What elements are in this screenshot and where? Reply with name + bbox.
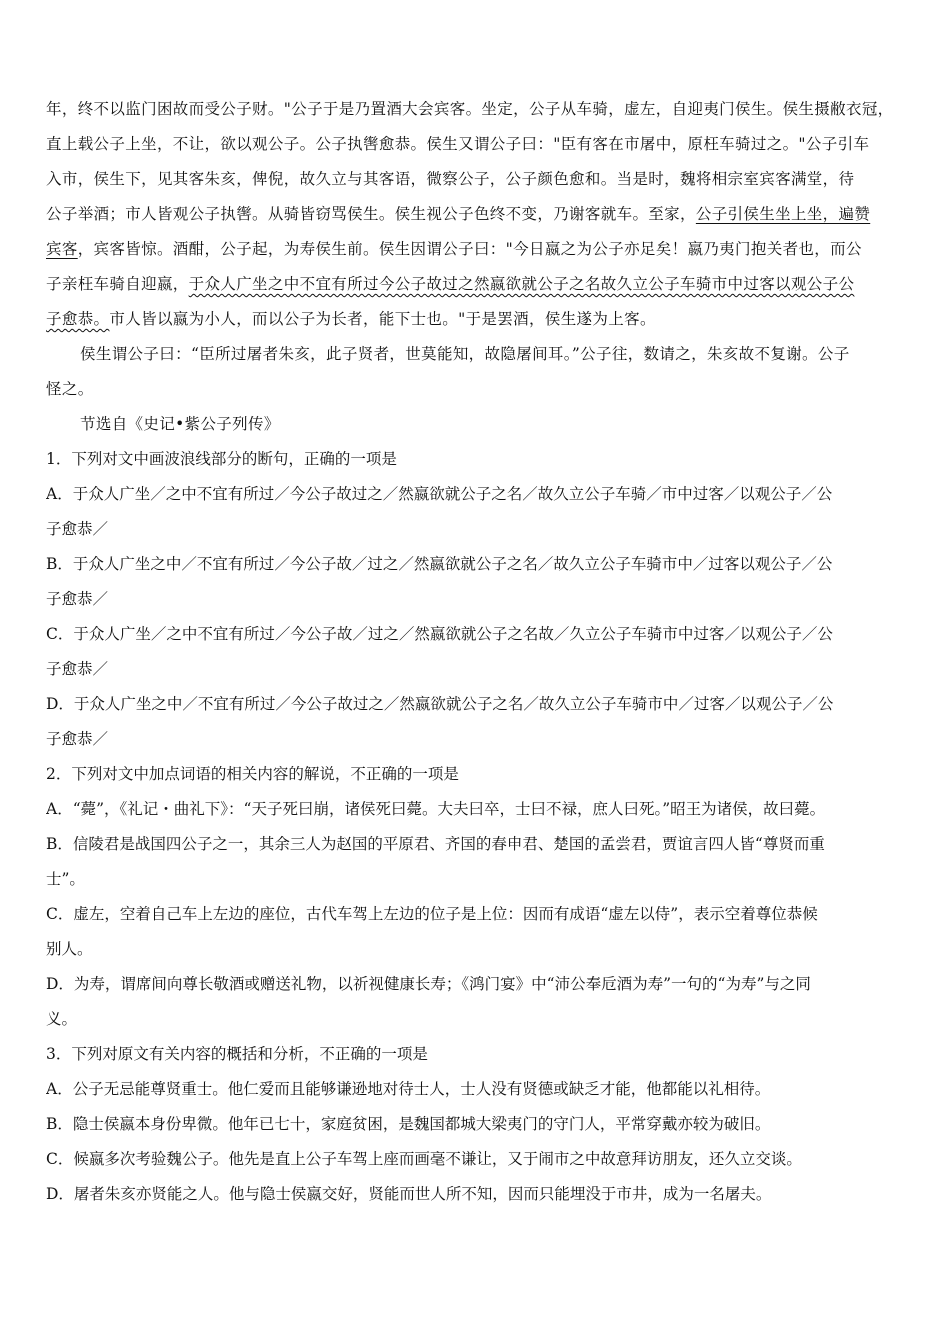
underlined-sentence: 公子引侯生坐上坐，遍赞 [695,205,871,223]
option-c-continued: 子愈恭／ [46,660,109,678]
question-1 [46,442,910,757]
option-b-continued: 子愈恭／ [46,590,109,608]
option-a: A．“薨”，《礼记・曲礼下》：“天子死曰崩，诸侯死曰薨。大夫曰卒，士曰不禄，庶人曰死。”昭王为诸侯，故曰薨。 [46,800,826,818]
underlined-sentence: 宾客 [46,240,78,258]
passage-text: ，宾客皆惊。酒酣，公子起，为寿侯生前。侯生因谓公子曰："今日嬴之为公子亦足矣！嬴乃夷门抱关者也，而公 [77,240,862,258]
passage-line: 年，终不以监门困故而受公子财。"公子于是乃置酒大会宾客。坐定，公子从车骑，虚左，自迎夷门侯生。侯生摄敝衣冠， [46,100,894,118]
option-c: C．虚左，空着自己车上左边的座位，古代车驾上左边的位子是上位：因而有成语“虚左以侍”，表示空着尊位恭候 [46,905,818,923]
question-2 [46,757,910,1037]
passage-line [46,232,910,267]
passage-line [46,302,910,337]
passage-text: 公子举酒；市人皆观公子执辔。从骑皆窃骂侯生。侯生视公子色终不变，乃谢客就车。至家， [46,205,696,223]
passage-source: 节选自《史记•紫公子列传》 [80,415,280,433]
passage-text: 市人皆以嬴为小人，而以公子为长者，能下士也。"于是罢酒，侯生遂为上客。 [109,310,656,328]
passage-text: 子亲枉车骑自迎嬴， [46,275,189,293]
passage-line: 入市，侯生下，见其客朱亥，俾倪，故久立与其客语，微察公子，公子颜色愈和。当是时，魏将相宗室宾客满堂，待 [46,170,855,188]
option-b: B．隐士侯嬴本身份卑微。他年已七十，家庭贫困，是魏国都城大梁夷门的守门人，平常穿戴亦较为破旧。 [46,1115,771,1133]
passage-line [46,267,910,302]
option-b-continued: 士”。 [46,870,85,888]
option-a: A．公子无忌能尊贤重士。他仁爱而且能够谦逊地对待士人，士人没有贤德或缺乏才能，他都能以礼相待。 [46,1080,771,1098]
option-a-continued: 子愈恭／ [46,520,109,538]
question-stem: 3．下列对原文有关内容的概括和分析，不正确的一项是 [46,1045,428,1063]
option-d-continued: 义。 [46,1010,78,1028]
option-d-continued: 子愈恭／ [46,730,109,748]
passage-line [46,197,910,232]
option-c: C．于众人广坐／之中不宜有所过／今公子故／过之／然嬴欲就公子之名故／久立公子车骑市中过客／以观公子／公 [46,625,833,643]
option-c-continued: 别人。 [46,940,93,958]
passage-line: 侯生谓公子曰：“臣所过屠者朱亥，此子贤者，世莫能知，故隐屠间耳。”公子往，数请之，朱亥故不复谢。公子 [80,345,850,363]
option-d: D．为寿，谓席间向尊长敬酒或赠送礼物，以祈视健康长寿；《鸿门宴》中“沛公奉卮酒为寿”一句的“为寿”与之同 [46,975,811,993]
option-b: B．于众人广坐之中／不宜有所过／今公子故／过之／然嬴欲就公子之名／故久立公子车骑市中／过客以观公子／公 [46,555,833,573]
option-a: A．于众人广坐／之中不宜有所过／今公子故过之／然嬴欲就公子之名／故久立公子车骑／市中过客／以观公子／公 [46,485,833,503]
passage-line: 怪之。 [46,380,94,398]
option-d: D．于众人广坐之中／不宜有所过／今公子故过之／然嬴欲就公子之名／故久立公子车骑市中／过客／以观公子／公 [46,695,834,713]
option-c: C．候嬴多次考验魏公子。他先是直上公子车驾上座而画毫不谦让，又于闹市之中故意拜访朋友，还久立交谈。 [46,1150,802,1168]
question-3 [46,1037,910,1212]
question-stem: 1．下列对文中画波浪线部分的断句，正确的一项是 [46,450,397,468]
option-b: B．信陵君是战国四公子之一，其余三人为赵国的平原君、齐国的春申君、楚国的孟尝君，贾谊言四人皆“尊贤而重 [46,835,825,853]
option-d: D．屠者朱亥亦贤能之人。他与隐士侯嬴交好，贤能而世人所不知，因而只能埋没于市井，成为一名屠夫。 [46,1185,772,1203]
wavy-underlined-sentence: 于众人广坐之中不宜有所过今公子故过之然嬴欲就公子之名故久立公子车骑市中过客以观公子公 [188,275,855,293]
question-stem: 2．下列对文中加点词语的相关内容的解说，不正确的一项是 [46,765,459,783]
passage-line: 直上载公子上坐，不让，欲以观公子。公子执辔愈恭。侯生又谓公子曰："臣有客在市屠中，原枉车骑过之。"公子引车 [46,135,870,153]
classical-passage [46,92,910,442]
wavy-underlined-sentence: 子愈恭。 [46,310,110,328]
